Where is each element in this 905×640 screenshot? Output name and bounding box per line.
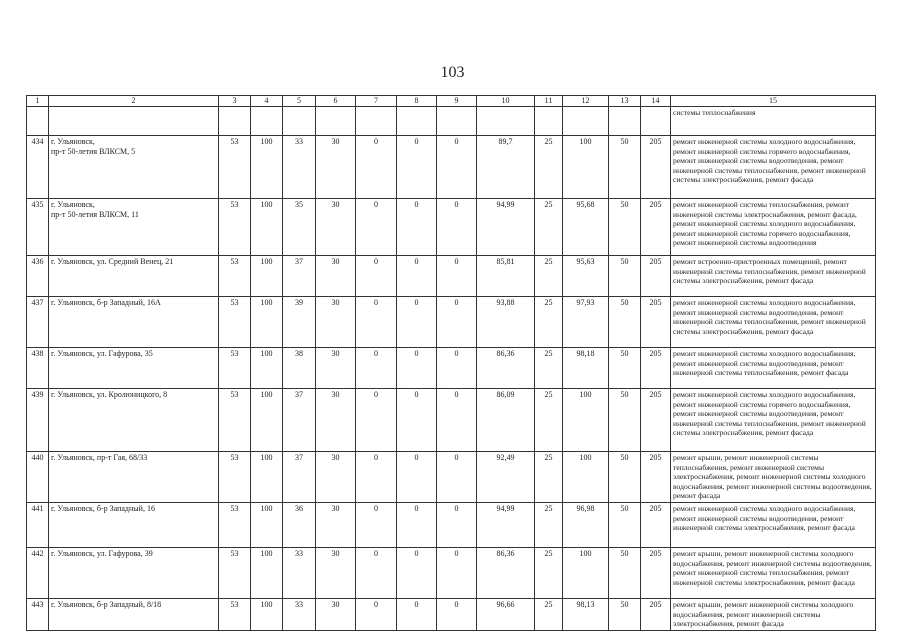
value-cell: 205 — [641, 599, 671, 631]
address-cell: г. Ульяновск, пр-т 50-летия ВЛКСМ, 11 — [49, 199, 219, 256]
value-cell: 53 — [219, 503, 251, 548]
column-number: 5 — [283, 96, 316, 107]
value-cell: 53 — [219, 136, 251, 199]
value-cell: 37 — [283, 452, 316, 503]
empty-cell — [283, 107, 316, 136]
value-cell: 30 — [316, 389, 356, 452]
row-number: 442 — [27, 548, 49, 599]
value-cell: 30 — [316, 548, 356, 599]
column-number: 12 — [563, 96, 609, 107]
address-cell: г. Ульяновск, б-р Западный, 8/18 — [49, 599, 219, 631]
value-cell: 98,18 — [563, 348, 609, 389]
value-cell: 100 — [251, 199, 283, 256]
value-cell: 100 — [563, 389, 609, 452]
value-cell: 50 — [609, 389, 641, 452]
value-cell: 50 — [609, 348, 641, 389]
value-cell: 50 — [609, 503, 641, 548]
value-cell: 0 — [397, 503, 437, 548]
value-cell: 25 — [535, 599, 563, 631]
value-cell: 100 — [251, 548, 283, 599]
value-cell: 205 — [641, 389, 671, 452]
column-number: 7 — [356, 96, 397, 107]
work-list-cell: ремонт инженерной системы холодного водоснабжения, ремонт инженерной системы водоотведения, ремонт инженерной системы электроснабжения, ремонт фасада — [671, 503, 876, 548]
value-cell: 0 — [356, 256, 397, 297]
value-cell: 33 — [283, 136, 316, 199]
column-number: 2 — [49, 96, 219, 107]
empty-cell — [477, 107, 535, 136]
value-cell: 205 — [641, 452, 671, 503]
value-cell: 38 — [283, 348, 316, 389]
value-cell: 96,66 — [477, 599, 535, 631]
table-row — [27, 297, 876, 348]
value-cell: 100 — [563, 548, 609, 599]
value-cell: 85,81 — [477, 256, 535, 297]
value-cell: 95,68 — [563, 199, 609, 256]
value-cell: 50 — [609, 599, 641, 631]
value-cell: 50 — [609, 256, 641, 297]
value-cell: 30 — [316, 136, 356, 199]
value-cell: 50 — [609, 297, 641, 348]
value-cell: 53 — [219, 389, 251, 452]
value-cell: 205 — [641, 256, 671, 297]
column-number: 9 — [437, 96, 477, 107]
value-cell: 0 — [356, 503, 397, 548]
value-cell: 50 — [609, 452, 641, 503]
value-cell: 25 — [535, 348, 563, 389]
table-row — [27, 199, 876, 256]
work-list-cell: ремонт инженерной системы холодного водоснабжения, ремонт инженерной системы водоотведения, ремонт инженерной системы теплоснабжения, ремонт фасада — [671, 348, 876, 389]
value-cell: 33 — [283, 599, 316, 631]
column-number: 15 — [671, 96, 876, 107]
value-cell: 30 — [316, 503, 356, 548]
value-cell: 0 — [356, 599, 397, 631]
table-row — [27, 452, 876, 503]
housing-repair-table — [26, 95, 876, 631]
value-cell: 0 — [356, 548, 397, 599]
value-cell: 86,36 — [477, 348, 535, 389]
row-number: 434 — [27, 136, 49, 199]
row-number: 437 — [27, 297, 49, 348]
column-number: 4 — [251, 96, 283, 107]
empty-cell — [316, 107, 356, 136]
address-cell: г. Ульяновск, ул. Гафурова, 39 — [49, 548, 219, 599]
column-number: 8 — [397, 96, 437, 107]
value-cell: 95,63 — [563, 256, 609, 297]
value-cell: 98,13 — [563, 599, 609, 631]
value-cell: 25 — [535, 548, 563, 599]
value-cell: 25 — [535, 503, 563, 548]
value-cell: 0 — [356, 452, 397, 503]
value-cell: 0 — [356, 136, 397, 199]
value-cell: 53 — [219, 548, 251, 599]
value-cell: 53 — [219, 297, 251, 348]
value-cell: 89,7 — [477, 136, 535, 199]
value-cell: 100 — [251, 256, 283, 297]
value-cell: 100 — [563, 136, 609, 199]
row-number: 441 — [27, 503, 49, 548]
value-cell: 0 — [437, 599, 477, 631]
work-list-cell: ремонт инженерной системы холодного водоснабжения, ремонт инженерной системы водоотведения, ремонт инженерной системы теплоснабжения, ремонт инженерной системы электроснабжения, ремонт фасада — [671, 297, 876, 348]
value-cell: 53 — [219, 599, 251, 631]
value-cell: 205 — [641, 297, 671, 348]
value-cell: 53 — [219, 199, 251, 256]
value-cell: 30 — [316, 199, 356, 256]
value-cell: 25 — [535, 256, 563, 297]
value-cell: 30 — [316, 256, 356, 297]
column-number: 3 — [219, 96, 251, 107]
value-cell: 0 — [397, 548, 437, 599]
value-cell: 0 — [356, 348, 397, 389]
value-cell: 0 — [397, 297, 437, 348]
value-cell: 92,49 — [477, 452, 535, 503]
empty-cell — [563, 107, 609, 136]
value-cell: 0 — [437, 136, 477, 199]
work-list-cell: ремонт инженерной системы холодного водоснабжения, ремонт инженерной системы горячего водоснабжения, ремонт инженерной системы водоотведения, ремонт инженерной системы теплоснабжения, ремонт инженерной системы электроснабжения, ремонт фасада — [671, 136, 876, 199]
value-cell: 39 — [283, 297, 316, 348]
value-cell: 100 — [251, 348, 283, 389]
continuation-text: системы теплоснабжения — [671, 107, 876, 136]
value-cell: 93,88 — [477, 297, 535, 348]
column-number: 11 — [535, 96, 563, 107]
column-number: 6 — [316, 96, 356, 107]
value-cell: 100 — [251, 136, 283, 199]
work-list-cell: ремонт инженерной системы теплоснабжения, ремонт инженерной системы электроснабжения, ремонт фасада, ремонт инженерной системы холодного водоснабжения, ремонт инженерной системы горячего водоснабжения, ремонт инженерной системы водоотведения — [671, 199, 876, 256]
value-cell: 100 — [563, 452, 609, 503]
value-cell: 100 — [251, 297, 283, 348]
work-list-cell: ремонт встроенно-пристроенных помещений, ремонт инженерной системы теплоснабжения, ремонт инженерной системы электроснабжения, ремонт фасада — [671, 256, 876, 297]
work-list-cell: ремонт крыши, ремонт инженерной системы холодного водоснабжения, ремонт инженерной системы электроснабжения, ремонт фасада — [671, 599, 876, 631]
value-cell: 94,99 — [477, 503, 535, 548]
value-cell: 25 — [535, 452, 563, 503]
value-cell: 30 — [316, 348, 356, 389]
value-cell: 33 — [283, 548, 316, 599]
column-number: 10 — [477, 96, 535, 107]
value-cell: 0 — [437, 256, 477, 297]
work-list-cell: ремонт крыши, ремонт инженерной системы теплоснабжения, ремонт инженерной системы электроснабжения, ремонт инженерной системы холодного водоснабжения, ремонт инженерной системы водоотведения, ремонт фасада — [671, 452, 876, 503]
value-cell: 0 — [437, 199, 477, 256]
value-cell: 0 — [356, 389, 397, 452]
row-number: 435 — [27, 199, 49, 256]
value-cell: 205 — [641, 548, 671, 599]
value-cell: 205 — [641, 503, 671, 548]
value-cell: 0 — [356, 199, 397, 256]
value-cell: 0 — [397, 348, 437, 389]
column-number: 14 — [641, 96, 671, 107]
value-cell: 25 — [535, 389, 563, 452]
value-cell: 0 — [437, 452, 477, 503]
value-cell: 0 — [397, 136, 437, 199]
value-cell: 0 — [437, 548, 477, 599]
address-cell: г. Ульяновск, пр-т 50-летия ВЛКСМ, 5 — [49, 136, 219, 199]
value-cell: 0 — [397, 452, 437, 503]
value-cell: 100 — [251, 452, 283, 503]
value-cell: 50 — [609, 548, 641, 599]
table-row — [27, 136, 876, 199]
value-cell: 0 — [437, 389, 477, 452]
row-number: 440 — [27, 452, 49, 503]
value-cell: 0 — [397, 389, 437, 452]
row-number: 443 — [27, 599, 49, 631]
empty-cell — [535, 107, 563, 136]
value-cell: 25 — [535, 136, 563, 199]
table-row — [27, 389, 876, 452]
table-row — [27, 256, 876, 297]
value-cell: 0 — [356, 297, 397, 348]
value-cell: 53 — [219, 348, 251, 389]
row-number: 438 — [27, 348, 49, 389]
address-cell: г. Ульяновск, ул. Кролюницкого, 8 — [49, 389, 219, 452]
value-cell: 36 — [283, 503, 316, 548]
value-cell: 53 — [219, 256, 251, 297]
value-cell: 0 — [437, 348, 477, 389]
table-row — [27, 348, 876, 389]
value-cell: 86,09 — [477, 389, 535, 452]
column-number: 13 — [609, 96, 641, 107]
row-number: 436 — [27, 256, 49, 297]
column-number: 1 — [27, 96, 49, 107]
address-cell: г. Ульяновск, пр-т Гая, 68/33 — [49, 452, 219, 503]
address-cell: г. Ульяновск, ул. Гафурова, 35 — [49, 348, 219, 389]
value-cell: 0 — [397, 199, 437, 256]
value-cell: 50 — [609, 199, 641, 256]
value-cell: 94,99 — [477, 199, 535, 256]
value-cell: 100 — [251, 599, 283, 631]
address-cell: г. Ульяновск, б-р Западный, 16 — [49, 503, 219, 548]
page-number: 103 — [440, 64, 465, 81]
table-row — [27, 599, 876, 631]
value-cell: 205 — [641, 199, 671, 256]
empty-cell — [219, 107, 251, 136]
value-cell: 0 — [397, 256, 437, 297]
work-list-cell: ремонт крыши, ремонт инженерной системы холодного водоснабжения, ремонт инженерной системы водоотведения, ремонт инженерной системы теплоснабжения, ремонт инженерной системы электроснабжения, ремонт фасада — [671, 548, 876, 599]
value-cell: 37 — [283, 256, 316, 297]
empty-cell — [356, 107, 397, 136]
value-cell: 100 — [251, 389, 283, 452]
table-row — [27, 503, 876, 548]
empty-cell — [641, 107, 671, 136]
value-cell: 30 — [316, 297, 356, 348]
row-number: 439 — [27, 389, 49, 452]
value-cell: 0 — [437, 503, 477, 548]
value-cell: 25 — [535, 199, 563, 256]
table-row — [27, 548, 876, 599]
value-cell: 30 — [316, 452, 356, 503]
work-list-cell: ремонт инженерной системы холодного водоснабжения, ремонт инженерной системы горячего водоснабжения, ремонт инженерной системы водоотведения, ремонт инженерной системы теплоснабжения, ремонт инженерной системы электроснабжения, ремонт фасада — [671, 389, 876, 452]
value-cell: 100 — [251, 503, 283, 548]
empty-cell — [27, 107, 49, 136]
value-cell: 35 — [283, 199, 316, 256]
continuation-row — [27, 107, 876, 136]
value-cell: 205 — [641, 136, 671, 199]
column-number-row — [27, 96, 876, 107]
empty-cell — [437, 107, 477, 136]
value-cell: 25 — [535, 297, 563, 348]
value-cell: 37 — [283, 389, 316, 452]
empty-cell — [609, 107, 641, 136]
value-cell: 53 — [219, 452, 251, 503]
value-cell: 96,98 — [563, 503, 609, 548]
empty-cell — [251, 107, 283, 136]
value-cell: 30 — [316, 599, 356, 631]
value-cell: 0 — [397, 599, 437, 631]
value-cell: 0 — [437, 297, 477, 348]
empty-cell — [397, 107, 437, 136]
value-cell: 205 — [641, 348, 671, 389]
address-cell: г. Ульяновск, б-р Западный, 16А — [49, 297, 219, 348]
value-cell: 97,93 — [563, 297, 609, 348]
value-cell: 86,36 — [477, 548, 535, 599]
value-cell: 50 — [609, 136, 641, 199]
address-cell: г. Ульяновск, ул. Средний Венец, 21 — [49, 256, 219, 297]
empty-cell — [49, 107, 219, 136]
